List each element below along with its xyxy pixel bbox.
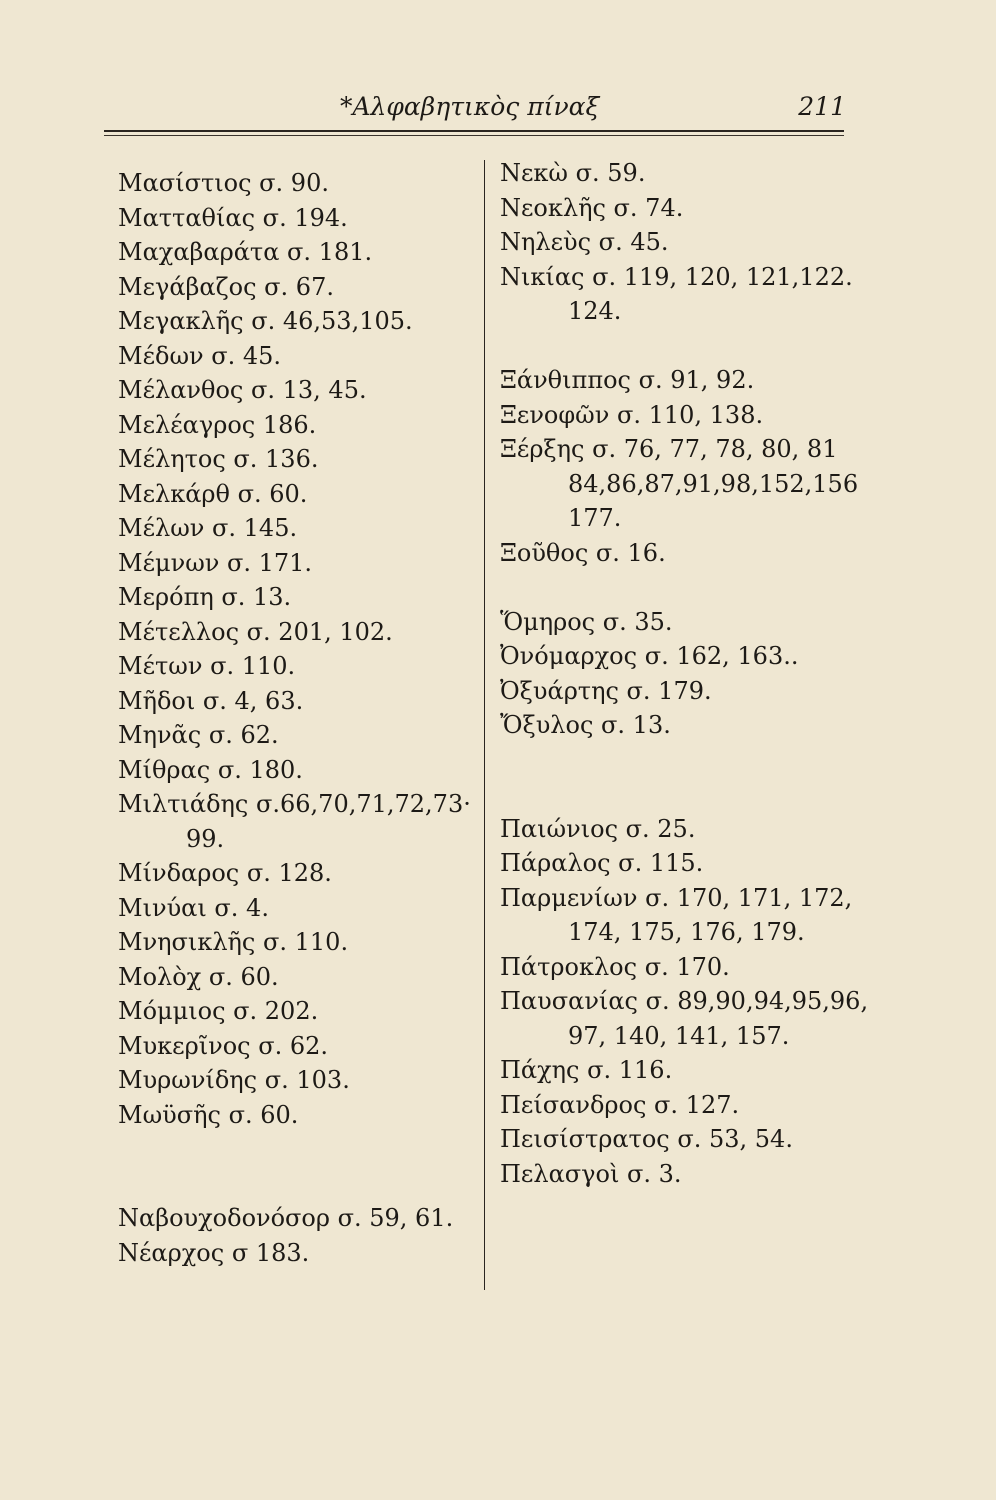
index-entry: Μέλητος σ. 136.	[118, 445, 319, 473]
index-entry: Μίνδαρος σ. 128.	[118, 859, 332, 887]
index-entry: Μυρωνίδης σ. 103.	[118, 1066, 350, 1094]
index-entry: Μέτελλος σ. 201, 102.	[118, 617, 393, 646]
index-entry: Ὅμηρος σ. 35.	[500, 607, 673, 636]
index-entry: Μῆδοι σ. 4, 63.	[118, 686, 304, 715]
index-entry: Μόμμιος σ. 202.	[118, 997, 319, 1025]
index-entry: Ξοῦθος σ. 16.	[500, 538, 666, 567]
index-entry: Μολὸχ σ. 60.	[118, 962, 279, 991]
index-entry-continuation: 84,86,87,91,98,152,156	[568, 469, 859, 498]
index-entry: Ξέρξης σ. 76, 77, 78, 80, 81	[500, 435, 838, 463]
index-entry: Μελκάρθ σ. 60.	[118, 479, 308, 508]
index-entry: Νεοκλῆς σ. 74.	[500, 193, 684, 222]
index-entry: Ματταθίας σ. 194.	[118, 203, 348, 232]
index-entry: Παιώνιος σ. 25.	[500, 814, 696, 843]
index-entry: Μινύαι σ. 4.	[118, 893, 269, 922]
index-entry: Πάτροκλος σ. 170.	[500, 952, 730, 981]
running-header	[104, 92, 846, 132]
index-entry: Ὀξυάρτης σ. 179.	[500, 676, 712, 705]
index-entry: Μεγακλῆς σ. 46,53,105.	[118, 307, 413, 335]
index-entry: Μνησικλῆς σ. 110.	[118, 928, 349, 956]
index-entry: Μηνᾶς σ. 62.	[118, 721, 279, 749]
index-entry: Μερόπη σ. 13.	[118, 583, 292, 611]
header-rule-thin	[104, 135, 844, 136]
index-entry: Μελέαγρος 186.	[118, 410, 317, 439]
index-entry: Μέμνων σ. 171.	[118, 548, 313, 577]
index-entry: Ναβουχοδονόσορ σ. 59, 61.	[118, 1204, 454, 1232]
index-entry: Παυσανίας σ. 89,90,94,95,96,	[500, 987, 869, 1015]
index-entry-continuation: 97, 140, 141, 157.	[568, 1021, 790, 1050]
page-title: *Αλφαβητικὸς πίναξ	[340, 92, 600, 121]
index-entry: Νικίας σ. 119, 120, 121,122.	[500, 262, 853, 291]
index-entry-continuation: 177.	[568, 504, 622, 532]
index-entry: Ξενοφῶν σ. 110, 138.	[500, 400, 764, 429]
index-entry: Νέαρχος σ 183.	[118, 1238, 310, 1267]
section-gap	[500, 570, 860, 605]
page-number: 211	[798, 92, 846, 121]
index-entry: Ὀνόμαρχος σ. 162, 163..	[500, 642, 799, 670]
section-gap	[500, 777, 860, 812]
index-entry-continuation: 99.	[186, 824, 225, 853]
index-entry-continuation: 124.	[568, 297, 622, 325]
index-entry: Πελασγοὶ σ. 3.	[500, 1159, 682, 1188]
index-entry: Παρμενίων σ. 170, 171, 172,	[500, 883, 853, 912]
index-entry: Μωϋσῆς σ. 60.	[118, 1100, 299, 1129]
index-entry: Μασίστιος σ. 90.	[118, 169, 329, 197]
index-entry: Νεκὼ σ. 59.	[500, 159, 646, 187]
index-entry: Μυκερῖνος σ. 62.	[118, 1031, 329, 1060]
section-gap	[118, 1132, 488, 1167]
index-entry: Μέτων σ. 110.	[118, 652, 296, 680]
index-entry: Μέδων σ. 45.	[118, 341, 282, 370]
index-entry: Μαχαβαράτα σ. 181.	[118, 238, 373, 266]
section-gap	[500, 743, 860, 778]
header-rule	[104, 130, 844, 132]
index-entry: Ὄξυλος σ. 13.	[500, 711, 671, 739]
index-entry: Πάχης σ. 116.	[500, 1056, 673, 1084]
index-entry: Πεισίστρατος σ. 53, 54.	[500, 1125, 793, 1153]
index-entry-continuation: 174, 175, 176, 179.	[568, 918, 805, 946]
index-entry: Μίθρας σ. 180.	[118, 755, 303, 784]
index-entry: Νηλεὺς σ. 45.	[500, 228, 669, 256]
index-entry: Πείσανδρος σ. 127.	[500, 1090, 740, 1119]
index-entry: Μιλτιάδης σ.66,70,71,72,73·	[118, 790, 471, 818]
column-divider	[484, 160, 485, 1290]
left-column	[118, 166, 488, 1270]
section-gap	[118, 1167, 488, 1202]
index-entry: Ξάνθιππος σ. 91, 92.	[500, 366, 755, 394]
section-gap	[500, 329, 860, 364]
index-entry: Μεγάβαζος σ. 67.	[118, 272, 334, 301]
index-entry: Μέλανθος σ. 13, 45.	[118, 376, 367, 404]
right-column	[500, 156, 869, 1191]
index-entry: Πάραλος σ. 115.	[500, 849, 704, 877]
index-entry: Μέλων σ. 145.	[118, 514, 298, 542]
